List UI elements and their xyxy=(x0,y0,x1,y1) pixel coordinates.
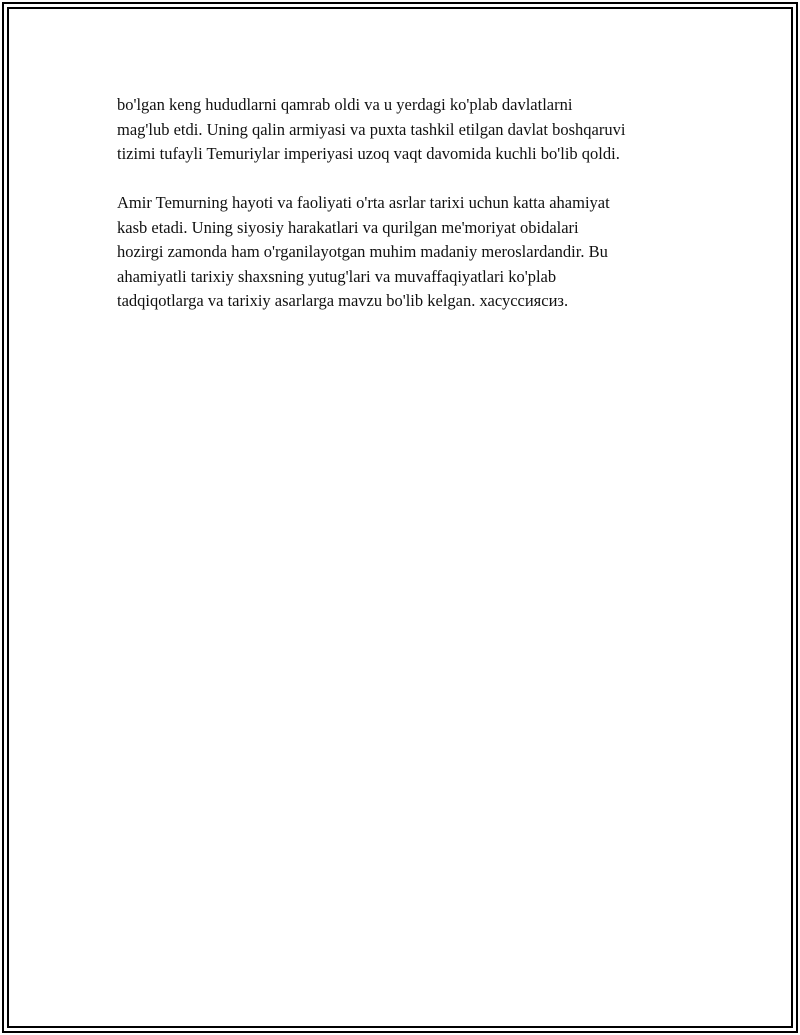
paragraph-2: Amir Temurning hayoti va faoliyati o'rta asrlar tarixi uchun katta ahamiyat kasb etadi. Uning siyosiy harakatlari va qurilgan me'moriyat obidalari hozirgi zamonda ham o'rganilayotgan muhim madaniy meroslardandir. Bu ahamiyatli tarixiy shaxsning yutug'lari va muvaffaqiyatlari ko'plab tadqiqotlarga va tarixiy asarlarga mavzu bo'lib kelgan. хасуссиясиз. xyxy=(117,193,610,310)
paragraph-1: bo'lgan keng hududlarni qamrab oldi va u yerdagi ko'plab davlatlarni mag'lub etdi. Uning qalin armiyasi va puxta tashkil etilgan davlat boshqaruvi tizimi tufayli Temuriylar imperiyasi uzoq vaqt davomida kuchli bo'lib qoldi. xyxy=(117,95,626,163)
document-body xyxy=(117,93,692,338)
